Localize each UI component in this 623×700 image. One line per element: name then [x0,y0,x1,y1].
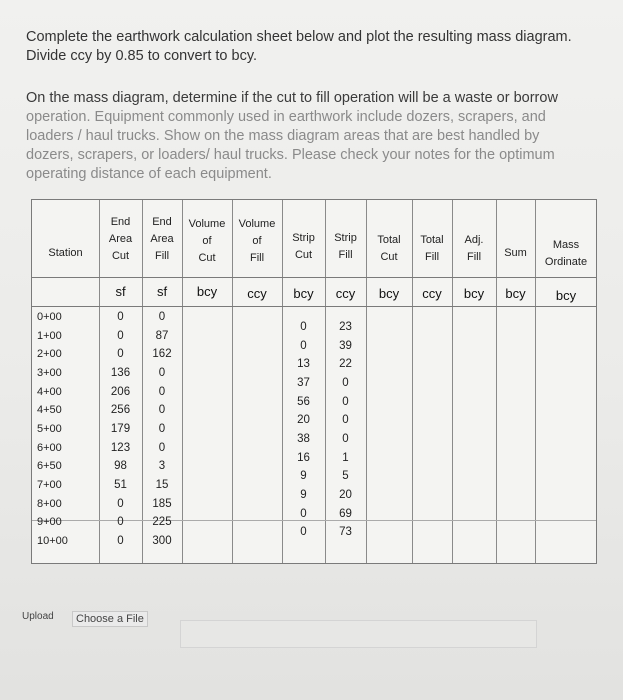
paragraph-line: dozers, scrapers, or loaders/ haul trucks. Please check your notes for the optimum [26,147,555,163]
upload-file-field[interactable] [180,620,537,648]
unit-label: bcy [555,288,577,303]
header-volume-cut: Volume of Cut [188,218,226,264]
header-total-cut: Total Cut [377,234,401,263]
unit-label: bcy [196,284,218,299]
paragraph-line: On the mass diagram, determine if the cut to fill operation will be a waste or borrow [26,90,558,106]
header-station: Station [48,247,83,259]
earthwork-table: Station End Area Cut End Area Fill Volume of Cut Volume of Fill Strip Cut Strip Fill Total Cut Total Fill Adj. Fill Sum Mass Ordinate sf sf bcy ccy bcy ccy bcy ccy bcy bcy bcy 0+00 0 0 1+00 0 87 2+00 0 162 3+00 136 0 4+00 206 0 4+50 256 0 5+00 179 0 6+00 123 0 6+50 98 3 7+00 51 15 8+00 0 185 9+00 0 225 10+00 0 300 0 23 0 39 13 22 37 0 56 0 20 0 38 0 16 1 9 5 9 20 0 69 0 73 [31,199,597,564]
header-volume-fill: Volume of Fill [238,218,276,264]
paragraph-line: loaders / haul trucks. Show on the mass diagram areas that are best handled by [26,128,540,144]
unit-label: ccy [422,286,442,301]
unit-label: bcy [378,286,400,301]
header-sum: Sum [504,247,527,259]
header-end-area-cut: End Area Cut [108,216,133,262]
header-strip-fill: Strip Fill [334,232,357,261]
unit-label: sf [115,284,126,299]
paragraph-line: operating distance of each equipment. [26,166,272,182]
unit-label: bcy [463,286,485,301]
question-paragraph [26,89,601,184]
header-end-area-fill: End Area Fill [150,216,174,262]
unit-label: sf [156,284,168,299]
paragraph-line: operation. Equipment commonly used in earthwork include dozers, scrapers, and [26,109,546,125]
instruction-text [26,28,606,66]
unit-label: bcy [293,286,314,301]
upload-label: Upload [22,611,54,622]
unit-label: bcy [505,286,526,301]
instruction-line-1: Complete the earthwork calculation sheet below and plot the resulting mass diagram. [26,29,572,45]
choose-file-button[interactable]: Choose a File [72,611,148,627]
unit-label: ccy [247,286,267,301]
header-mass-ordinate: Mass Ordinate [544,239,588,268]
unit-label: ccy [335,286,356,301]
header-strip-cut: Strip Cut [292,232,315,261]
header-adj-fill: Adj. Fill [464,234,484,263]
instruction-line-2: Divide ccy by 0.85 to convert to bcy. [26,48,258,64]
header-total-fill: Total Fill [420,234,444,263]
